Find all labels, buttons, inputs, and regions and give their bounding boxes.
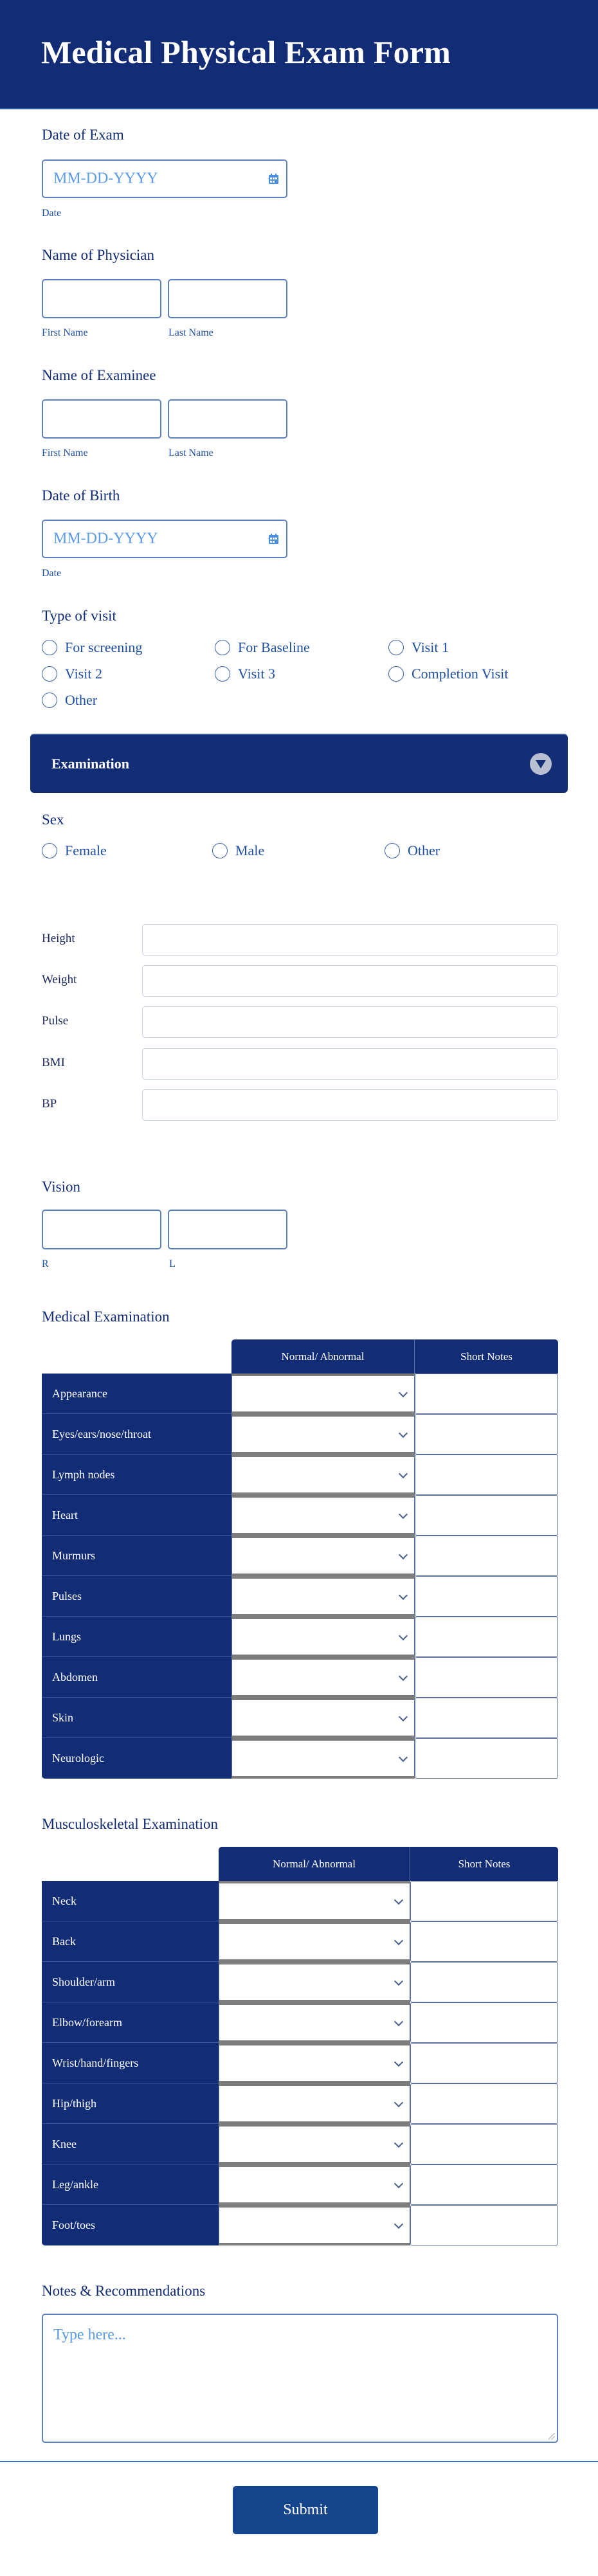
date-of-birth-placeholder: MM-DD-YYYY: [53, 530, 158, 547]
row-label: Lymph nodes: [42, 1455, 231, 1495]
examinee-last-name-input[interactable]: [168, 399, 287, 439]
radio-icon[interactable]: [42, 666, 57, 682]
table-row: [42, 1617, 558, 1657]
radio-icon[interactable]: [42, 843, 57, 858]
form-header: [0, 0, 598, 109]
vision-right-sublabel: R: [42, 1258, 49, 1269]
short-notes-input[interactable]: [415, 1374, 558, 1414]
chevron-down-icon: [394, 1936, 403, 1945]
date-of-exam-placeholder: MM-DD-YYYY: [53, 170, 158, 187]
normal-abnormal-select[interactable]: [219, 1881, 410, 1921]
footer-divider: [0, 2461, 598, 2462]
chevron-down-icon: [394, 2057, 403, 2066]
column-header-normal-abnormal: Normal/ Abnormal: [231, 1339, 415, 1374]
table-row: [42, 2043, 558, 2083]
table-row: [42, 1881, 558, 1921]
row-label: Heart: [42, 1495, 231, 1536]
type-of-visit-label: Type of visit: [42, 608, 116, 624]
row-label: Murmurs: [42, 1536, 231, 1576]
sex-option-female[interactable]: Female: [42, 841, 107, 860]
table-row: [42, 1536, 558, 1576]
date-of-exam-label: Date of Exam: [42, 127, 124, 143]
normal-abnormal-select[interactable]: [231, 1455, 415, 1495]
chevron-down-circle-icon[interactable]: [530, 753, 552, 775]
date-of-exam-sublabel: Date: [42, 208, 62, 219]
row-label: Shoulder/arm: [42, 1962, 219, 2002]
normal-abnormal-select[interactable]: [219, 2043, 410, 2083]
short-notes-input[interactable]: [415, 1698, 558, 1738]
pulse-label: Pulse: [42, 1014, 69, 1028]
physician-first-name-sublabel: First Name: [42, 327, 88, 338]
short-notes-input[interactable]: [415, 1617, 558, 1657]
chevron-down-icon: [394, 1976, 403, 1985]
physician-last-name-sublabel: Last Name: [168, 327, 213, 338]
table-row: [42, 2164, 558, 2205]
chevron-down-icon: [394, 2179, 403, 2188]
table-row: [42, 2083, 558, 2124]
short-notes-input[interactable]: [410, 2002, 558, 2043]
row-label: Elbow/forearm: [42, 2002, 219, 2043]
table-row: [42, 1455, 558, 1495]
row-label: Appearance: [42, 1374, 231, 1414]
row-label: Neurologic: [42, 1738, 231, 1779]
normal-abnormal-select[interactable]: [231, 1617, 415, 1657]
form-title: Medical Physical Exam Form: [41, 34, 451, 70]
row-label: Foot/toes: [42, 2205, 219, 2245]
date-of-birth-input[interactable]: [42, 520, 287, 558]
notes-textarea[interactable]: [42, 2314, 558, 2443]
resize-handle-icon[interactable]: [548, 2433, 555, 2440]
physician-name-label: Name of Physician: [42, 247, 155, 263]
short-notes-input[interactable]: [410, 1921, 558, 1962]
table-row: [42, 1495, 558, 1536]
visit-option-visit-1[interactable]: Visit 1: [388, 638, 449, 657]
bmi-input[interactable]: [142, 1048, 558, 1080]
radio-icon[interactable]: [388, 666, 404, 682]
normal-abnormal-select[interactable]: [219, 1921, 410, 1962]
normal-abnormal-select[interactable]: [231, 1536, 415, 1576]
column-header-short-notes: Short Notes: [458, 1857, 511, 1870]
normal-abnormal-select[interactable]: [219, 2205, 410, 2245]
date-of-birth-label: Date of Birth: [42, 487, 120, 503]
short-notes-input[interactable]: [415, 1536, 558, 1576]
normal-abnormal-select[interactable]: [231, 1698, 415, 1738]
physician-last-name-input[interactable]: [168, 279, 287, 318]
table-row: [42, 1962, 558, 2002]
column-header-short-notes: Short Notes: [460, 1350, 512, 1363]
chevron-down-icon: [399, 1671, 408, 1680]
musculoskeletal-examination-title: Musculoskeletal Examination: [42, 1816, 219, 1832]
table-row: [42, 1657, 558, 1698]
notes-label: Notes & Recommendations: [42, 2283, 206, 2299]
date-of-exam-input[interactable]: [42, 159, 287, 198]
chevron-down-icon: [394, 1895, 403, 1904]
table-row: [42, 2205, 558, 2245]
chevron-down-icon: [399, 1388, 408, 1397]
examination-section-header[interactable]: [30, 734, 568, 793]
normal-abnormal-select[interactable]: [231, 1414, 415, 1455]
short-notes-input[interactable]: [415, 1738, 558, 1779]
bmi-label: BMI: [42, 1056, 65, 1069]
visit-option-visit-3[interactable]: Visit 3: [215, 664, 275, 684]
chevron-down-icon: [394, 2017, 403, 2026]
musculoskeletal-examination-header: [219, 1847, 558, 1881]
column-header-normal-abnormal: Normal/ Abnormal: [219, 1847, 410, 1881]
normal-abnormal-select[interactable]: [231, 1738, 415, 1779]
radio-icon[interactable]: [42, 640, 57, 655]
pulse-input[interactable]: [142, 1006, 558, 1038]
calendar-icon[interactable]: [269, 174, 278, 184]
visit-option-for-screening[interactable]: For screening: [42, 638, 142, 657]
notes-placeholder: Type here...: [53, 2327, 126, 2343]
table-row: [42, 2124, 558, 2164]
radio-icon[interactable]: [388, 640, 404, 655]
physician-first-name-input[interactable]: [42, 279, 161, 318]
medical-examination-header: [231, 1339, 558, 1374]
normal-abnormal-select[interactable]: [231, 1495, 415, 1536]
short-notes-input[interactable]: [415, 1657, 558, 1698]
row-label: Leg/ankle: [42, 2164, 219, 2205]
normal-abnormal-select[interactable]: [219, 2083, 410, 2124]
short-notes-input[interactable]: [410, 1962, 558, 2002]
short-notes-input[interactable]: [410, 2043, 558, 2083]
visit-option-other[interactable]: Other: [42, 691, 97, 710]
examinee-name-label: Name of Examinee: [42, 367, 156, 383]
short-notes-input[interactable]: [415, 1455, 558, 1495]
visit-option-completion-visit[interactable]: Completion Visit: [388, 664, 508, 684]
vision-right-input[interactable]: [42, 1210, 161, 1249]
chevron-down-icon: [399, 1631, 408, 1640]
normal-abnormal-select[interactable]: [219, 2164, 410, 2205]
chevron-down-icon: [394, 2219, 403, 2228]
normal-abnormal-select[interactable]: [219, 2124, 410, 2164]
sex-option-male[interactable]: Male: [212, 841, 264, 860]
chevron-down-icon: [399, 1590, 408, 1599]
bp-input[interactable]: [142, 1089, 558, 1121]
submit-button[interactable]: Submit: [233, 2486, 378, 2534]
visit-option-for-baseline[interactable]: For Baseline: [215, 638, 310, 657]
row-label: Eyes/ears/nose/throat: [42, 1414, 231, 1455]
table-row: [42, 1374, 558, 1414]
short-notes-input[interactable]: [410, 2205, 558, 2245]
table-row: [42, 2002, 558, 2043]
row-label: Knee: [42, 2124, 219, 2164]
short-notes-input[interactable]: [410, 2124, 558, 2164]
short-notes-input[interactable]: [415, 1495, 558, 1536]
chevron-down-icon: [394, 2138, 403, 2147]
normal-abnormal-select[interactable]: [231, 1374, 415, 1414]
calendar-icon[interactable]: [269, 534, 278, 544]
chevron-down-icon: [399, 1550, 408, 1559]
chevron-down-icon: [399, 1509, 408, 1518]
chevron-down-icon: [399, 1752, 408, 1761]
normal-abnormal-select[interactable]: [219, 2002, 410, 2043]
chevron-down-icon: [399, 1712, 408, 1721]
row-label: Abdomen: [42, 1657, 231, 1698]
chevron-down-icon: [399, 1469, 408, 1478]
bp-label: BP: [42, 1097, 57, 1111]
table-row: [42, 1576, 558, 1617]
medical-examination-table: [42, 1374, 558, 1779]
examination-section-title: Examination: [51, 756, 130, 772]
date-of-birth-sublabel: Date: [42, 568, 62, 579]
row-label: Pulses: [42, 1576, 231, 1617]
short-notes-input[interactable]: [410, 1881, 558, 1921]
row-label: Hip/thigh: [42, 2083, 219, 2124]
short-notes-input[interactable]: [415, 1414, 558, 1455]
chevron-down-icon: [399, 1428, 408, 1437]
musculoskeletal-examination-table: [42, 1881, 558, 2245]
vision-left-sublabel: L: [169, 1258, 176, 1269]
row-label: Skin: [42, 1698, 231, 1738]
normal-abnormal-select[interactable]: [231, 1657, 415, 1698]
examinee-first-name-input[interactable]: [42, 399, 161, 439]
table-row: [42, 1698, 558, 1738]
radio-icon[interactable]: [42, 693, 57, 708]
short-notes-input[interactable]: [415, 1576, 558, 1617]
weight-input[interactable]: [142, 965, 558, 997]
table-row: [42, 1414, 558, 1455]
chevron-down-icon: [394, 2098, 403, 2107]
table-row: [42, 1921, 558, 1962]
sex-option-other[interactable]: Other: [385, 841, 440, 860]
vision-left-input[interactable]: [168, 1210, 287, 1249]
radio-icon[interactable]: [215, 640, 230, 655]
height-label: Height: [42, 932, 75, 945]
radio-icon[interactable]: [212, 843, 228, 858]
medical-examination-title: Medical Examination: [42, 1309, 170, 1325]
examinee-first-name-sublabel: First Name: [42, 448, 88, 458]
row-label: Back: [42, 1921, 219, 1962]
visit-option-visit-2[interactable]: Visit 2: [42, 664, 102, 684]
row-label: Neck: [42, 1881, 219, 1921]
vision-label: Vision: [42, 1179, 80, 1195]
weight-label: Weight: [42, 973, 77, 986]
short-notes-input[interactable]: [410, 2164, 558, 2205]
height-input[interactable]: [142, 924, 558, 956]
examinee-last-name-sublabel: Last Name: [168, 448, 213, 458]
short-notes-input[interactable]: [410, 2083, 558, 2124]
radio-icon[interactable]: [385, 843, 400, 858]
radio-icon[interactable]: [215, 666, 230, 682]
sex-label: Sex: [42, 812, 64, 828]
table-row: [42, 1738, 558, 1779]
normal-abnormal-select[interactable]: [231, 1576, 415, 1617]
row-label: Lungs: [42, 1617, 231, 1657]
row-label: Wrist/hand/fingers: [42, 2043, 219, 2083]
normal-abnormal-select[interactable]: [219, 1962, 410, 2002]
